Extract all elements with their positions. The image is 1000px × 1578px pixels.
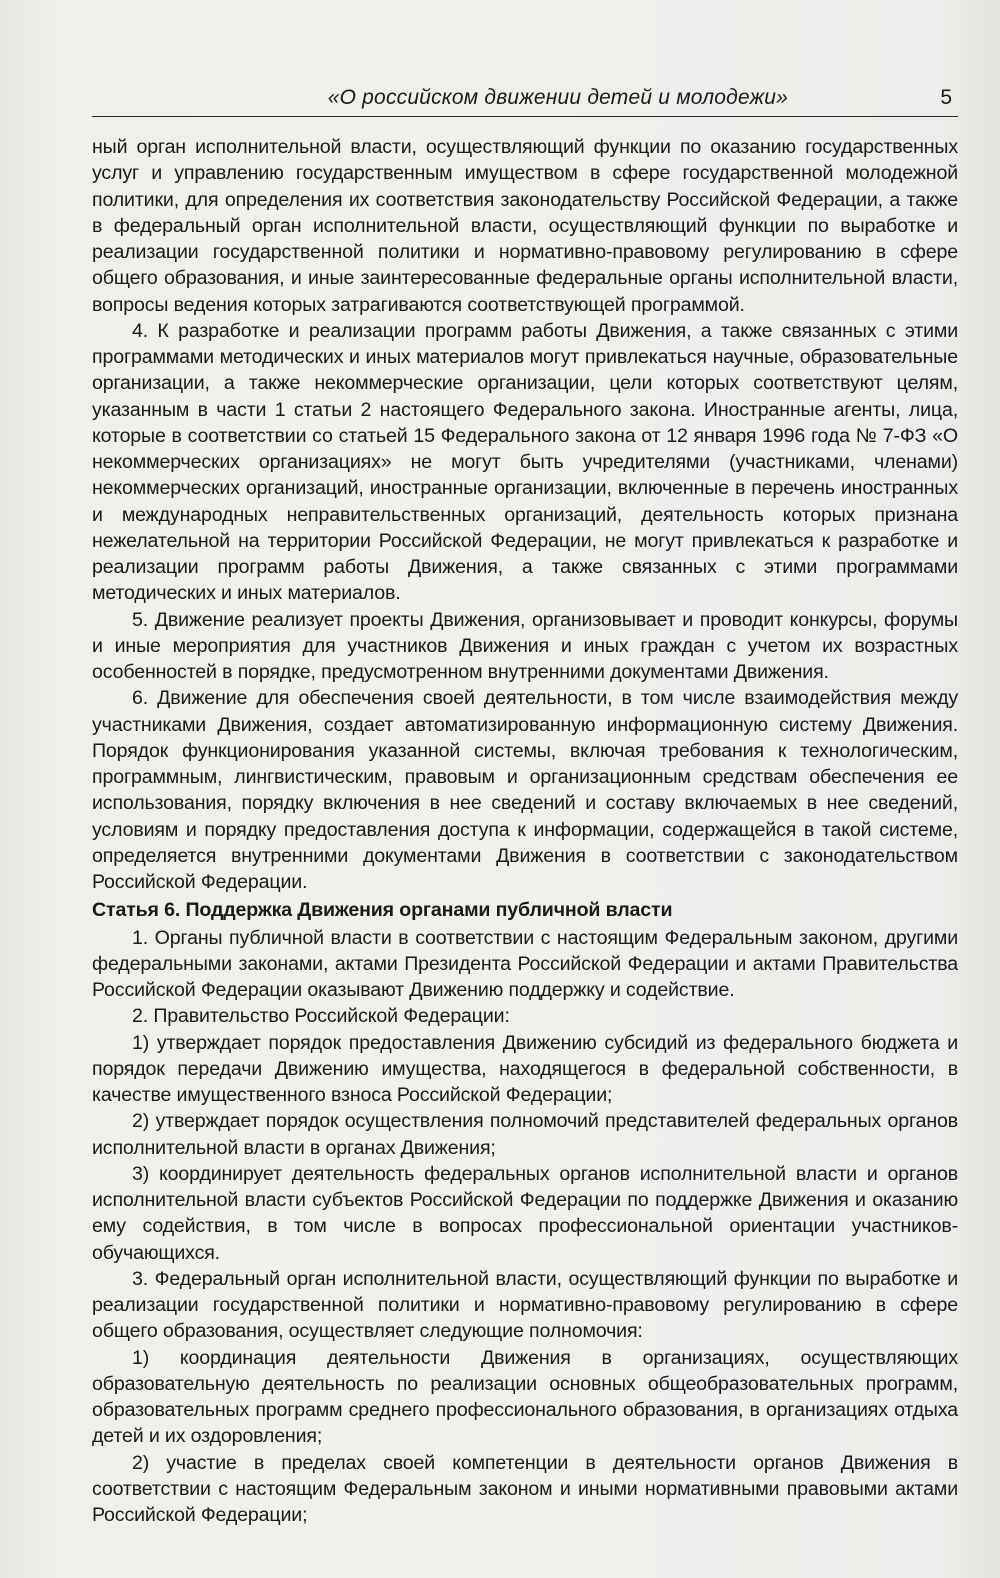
article-6-part-2-clause-1: 1) утверждает порядок предоставления Движению субсидий из федерального бюджета и порядок передачи Движению имущества, находящегося в федеральной собственности, в качестве имущественного взноса Российской Федерации;: [92, 1031, 958, 1106]
page-number: 5: [940, 86, 952, 109]
article-6-part-3-clause-1: 1) координация деятельности Движения в организациях, осуществляющих образовательную деятельность по реализации основных общеобразовательных программ, образовательных программ среднего профессионального образования, в организациях отдыха детей и их оздоровления;: [92, 1346, 958, 1448]
article-6-part-2-clause-2: 2) утверждает порядок осуществления полномочий представителей федеральных органов исполнительной власти в органах Движения;: [92, 1110, 958, 1159]
article-6-part-3: 3. Федеральный орган исполнительной власти, осуществляющий функции по выработке и реализации государственной политики и нормативно-правовому регулированию в сфере общего образования, осуществляет следующие полномочия:: [92, 1267, 958, 1343]
paragraph-item-6: 6. Движение для обеспечения своей деятельности, в том числе взаимодействия между участниками Движения, создает автоматизированную информационную систему Движения. Порядок функционирования указанной системы, включая требования к технологическим, программным, лингвистическим, правовым и организационным средствам обеспечения ее использования, порядку включения в нее сведений и составу включаемых в нее сведений, условиям и порядку предоставления доступа к информации, содержащейся в такой системе, определяется внутренними документами Движения в соответствии с законодательством Российской Федерации.: [92, 687, 958, 893]
article-6-part-2: 2. Правительство Российской Федерации:: [132, 1005, 510, 1028]
paragraph-item-5: 5. Движение реализует проекты Движения, организовывает и проводит конкурсы, форумы и иные мероприятия для участников Движения и иных граждан с учетом их возрастных особенностей в порядке, предусмотренном внутренними документами Движения.: [92, 608, 958, 683]
running-title: «О российском движении детей и молодежи»: [327, 86, 788, 109]
paragraph-continuation: ный орган исполнительной власти, осуществляющий функции по оказанию государственных услуг и управлению государственным имуществом в сфере государственной молодежной политики, для определения их соответствия законодательству Российской Федерации, а также в федеральный орган исполнительной власти, осуществляющий функции по выработке и реализации государственной политики и нормативно-правовому регулированию в сфере общего образования, и иные заинтересованные федеральные органы исполнительной власти, вопросы ведения которых затрагиваются соответствующей программой.: [92, 136, 958, 316]
article-6-heading: Статья 6. Поддержка Движения органами публичной власти: [92, 899, 673, 922]
article-6-part-3-clause-2: 2) участие в пределах своей компетенции в деятельности органов Движения в соответствии с настоящим Федеральным законом и иными нормативными правовыми актами Российской Федерации;: [92, 1451, 958, 1526]
article-6-part-2-clause-3: 3) координирует деятельность федеральных органов исполнительной власти и органов исполнительной власти субъектов Российской Федерации по поддержке Движения и оказанию ему содействия, в том числе в вопросах профессиональной ориентации участников-обучающихся.: [92, 1162, 958, 1264]
running-header: [92, 82, 958, 117]
article-6-part-1: 1. Органы публичной власти в соответствии с настоящим Федеральным законом, другими федеральными законами, актами Президента Российской Федерации и актами Правительства Российской Федерации оказывают Движению поддержку и содействие.: [92, 926, 958, 1001]
body-text: [92, 134, 958, 1528]
paragraph-item-4: 4. К разработке и реализации программ работы Движения, а также связанных с этими программами методических и иных материалов могут привлекаться научные, образовательные организации, а также некоммерческие организации, цели которых соответствуют целям, указанным в части 1 статьи 2 настоящего Федерального закона. Иностранные агенты, лица, которые в соответствии со статьей 15 Федерального закона от 12 января 1996 года № 7-ФЗ «О некоммерческих организациях» не могут быть учредителями (участниками, членами) некоммерческих организаций, иностранные организации, включенные в перечень иностранных и международных неправительственных организаций, деятельность которых признана нежелательной на территории Российской Федерации, не могут привлекаться к разработке и реализации программ работы Движения, а также связанных с этими программами методических и иных материалов.: [92, 319, 958, 605]
